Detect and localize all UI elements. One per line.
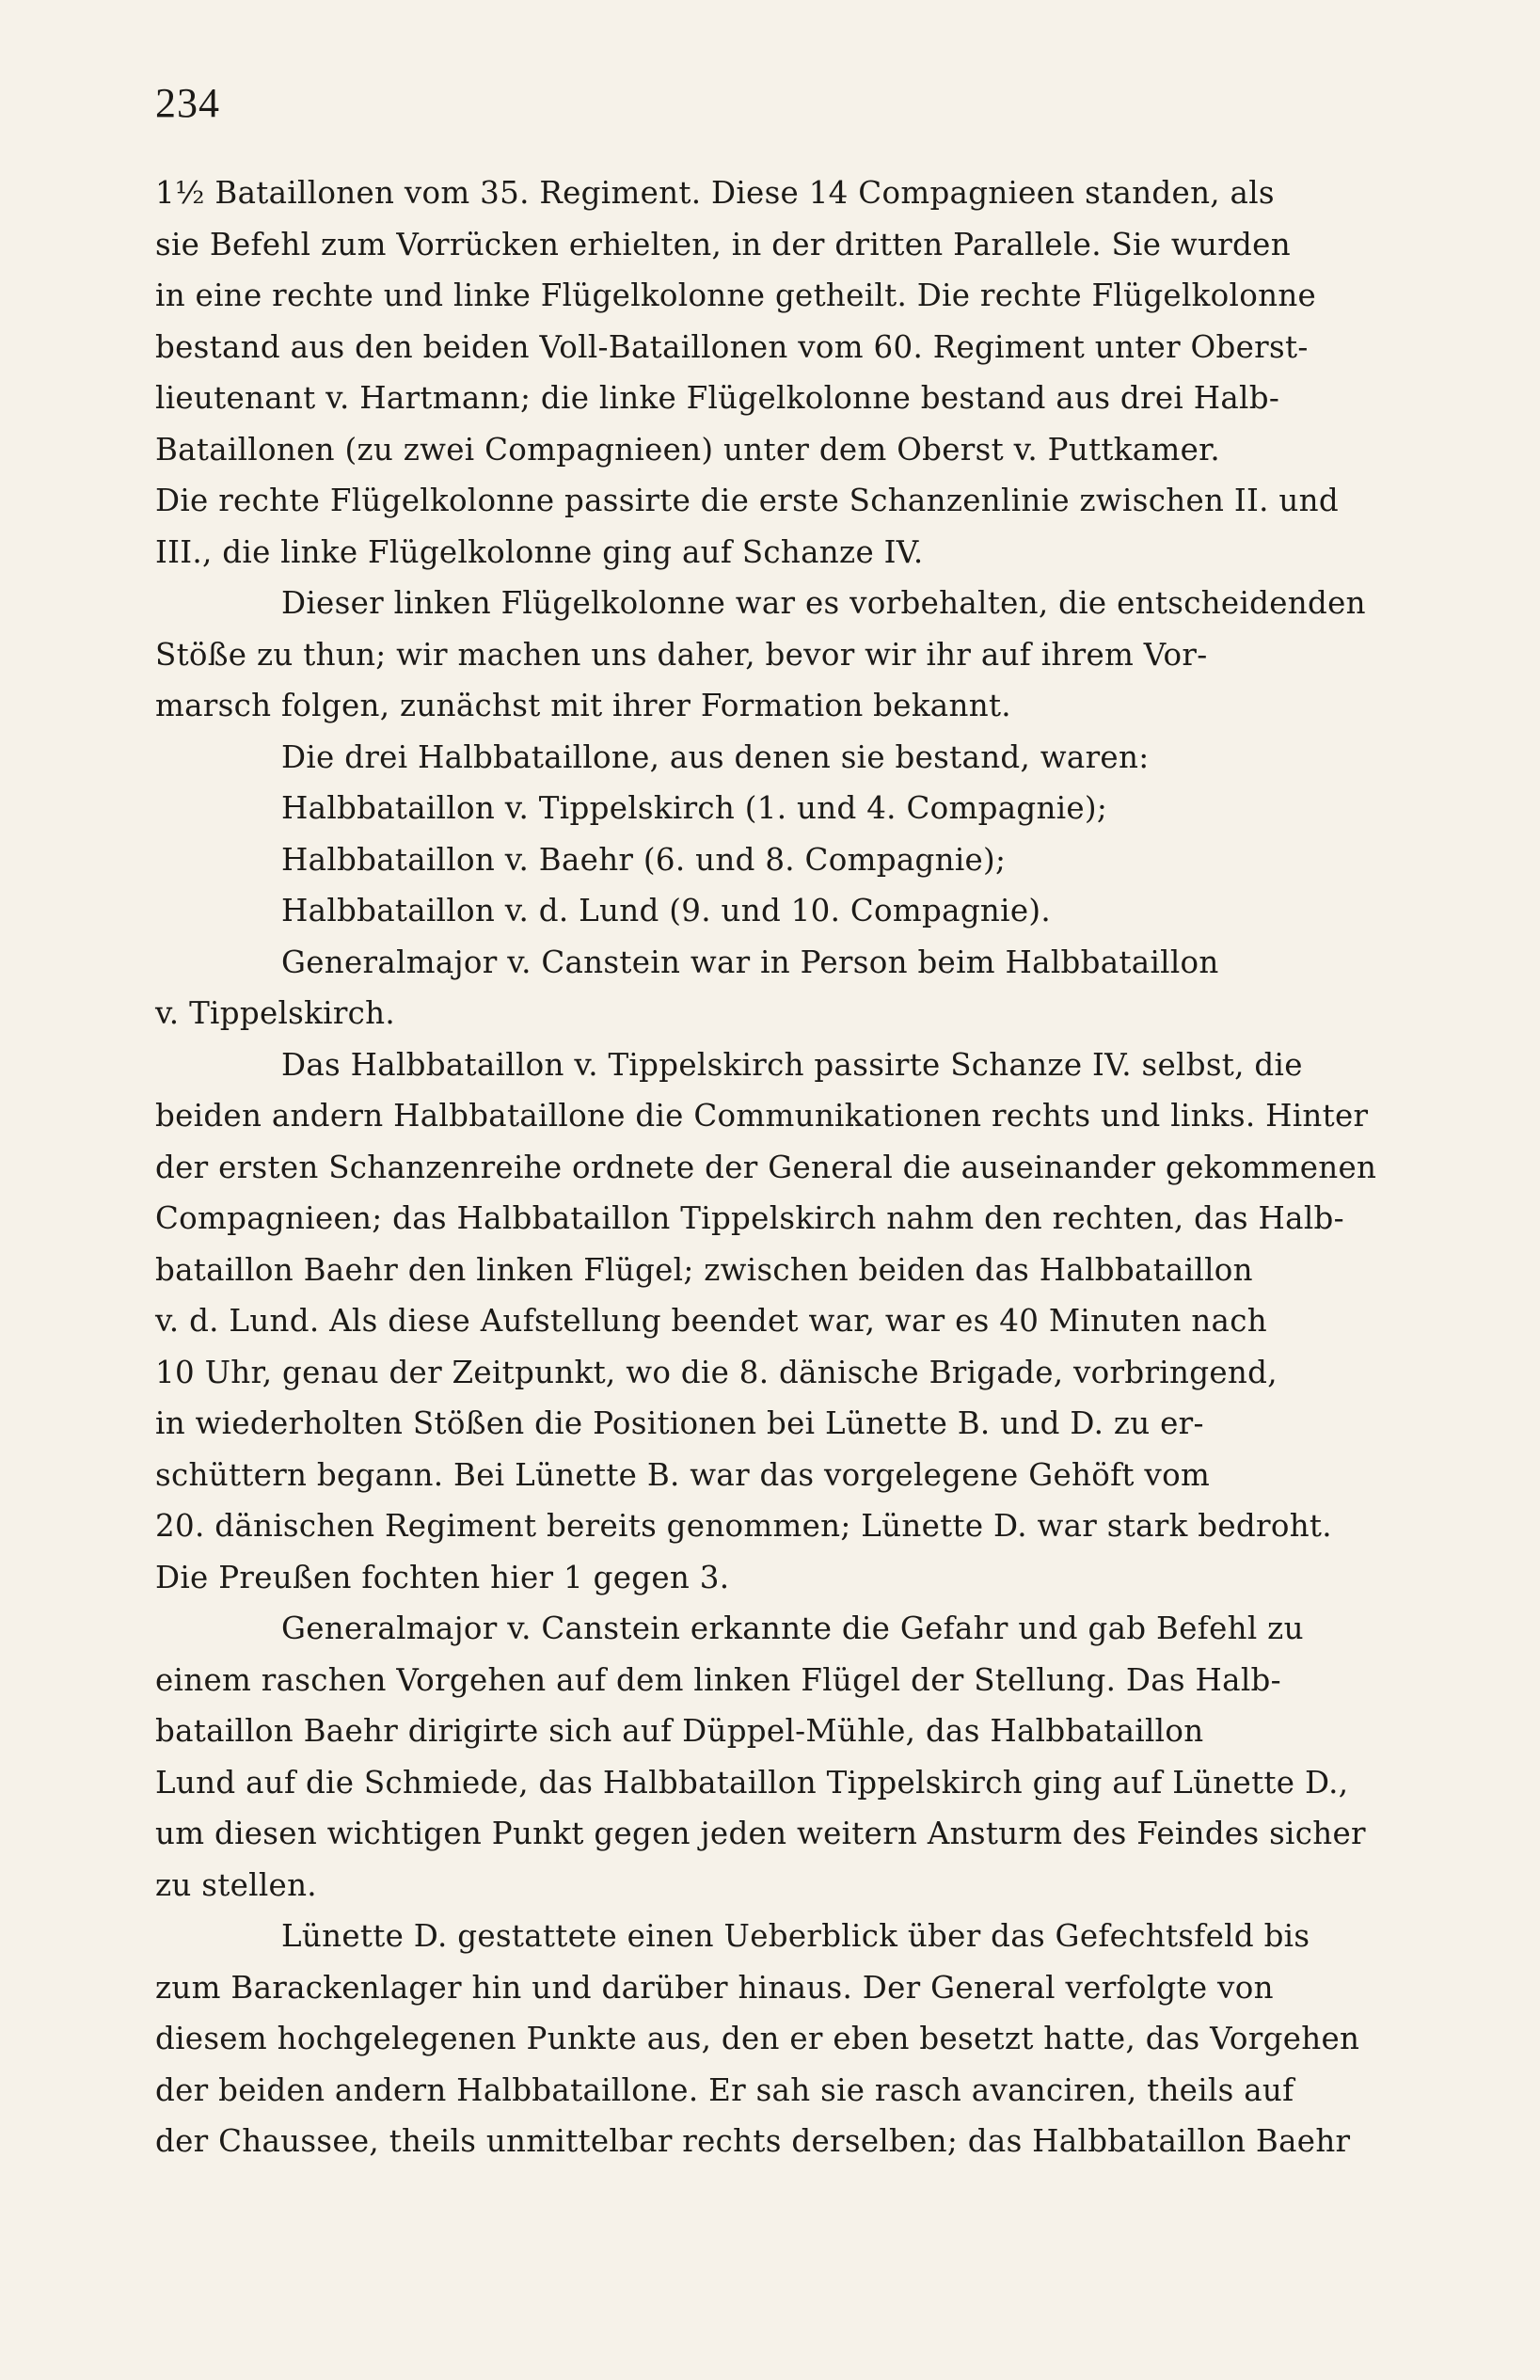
text-line: v. d. Lund. Als diese Aufstellung beendet war, war es 40 Minuten nach (155, 1303, 1267, 1339)
text-line: bataillon Baehr dirigirte sich auf Düppel-Mühle, das Halbbataillon (155, 1713, 1204, 1749)
paragraph-start: Generalmajor v. Canstein erkannte die Gefahr und gab Befehl zu (281, 1610, 1304, 1646)
text-line: um diesen wichtigen Punkt gegen jeden weitern Ansturm des Feindes sicher (155, 1816, 1366, 1851)
text-line: Stöße zu thun; wir machen uns daher, bevor wir ihr auf ihrem Vor- (155, 636, 1208, 673)
text-line: Bataillonen (zu zwei Compagnieen) unter dem Oberst v. Puttkamer. (155, 431, 1221, 468)
text-line: der beiden andern Halbbataillone. Er sah sie rasch avanciren, theils auf (155, 2071, 1294, 2108)
text-line: bestand aus den beiden Voll-Bataillonen vom 60. Regiment unter Oberst- (155, 328, 1309, 365)
text-line: marsch folgen, zunächst mit ihrer Formation bekannt. (155, 688, 1011, 723)
paragraph-start: Die drei Halbbataillone, aus denen sie bestand, waren: (281, 738, 1150, 775)
paragraph-start: Das Halbbataillon v. Tippelskirch passirte Schanze IV. selbst, die (281, 1046, 1303, 1083)
text-line: der Chaussee, theils unmittelbar rechts derselben; das Halbbataillon Baehr (155, 2123, 1351, 2159)
text-line: einem raschen Vorgehen auf dem linken Flügel der Stellung. Das Halb- (155, 1661, 1281, 1698)
text-line: schüttern begann. Bei Lünette B. war das vorgelegene Gehöft vom (155, 1456, 1211, 1493)
text-line: in wiederholten Stößen die Positionen bei Lünette B. und D. zu er- (155, 1405, 1204, 1441)
text-line: der ersten Schanzenreihe ordnete der General die auseinander gekommenen (155, 1149, 1377, 1185)
paragraph-start: Dieser linken Flügelkolonne war es vorbehalten, die entscheidenden (281, 585, 1366, 621)
list-item: Halbbataillon v. Baehr (6. und 8. Compagnie); (281, 841, 1007, 878)
text-line: beiden andern Halbbataillone die Communikationen rechts und links. Hinter (155, 1098, 1369, 1134)
text-line: 1½ Bataillonen vom 35. Regiment. Diese 14 Compagnieen standen, als (155, 175, 1275, 211)
text-line: Lund auf die Schmiede, das Halbbataillon Tippelskirch ging auf Lünette D., (155, 1764, 1349, 1801)
text-line: III., die linke Flügelkolonne ging auf Schanze IV. (155, 533, 924, 570)
paragraph-start: Lünette D. gestattete einen Ueberblick über das Gefechtsfeld bis (281, 1918, 1310, 1954)
text-line: lieutenant v. Hartmann; die linke Flügelkolonne bestand aus drei Halb- (155, 380, 1280, 416)
text-line: Die rechte Flügelkolonne passirte die erste Schanzenlinie zwischen II. und (155, 483, 1339, 518)
text-line: diesem hochgelegenen Punkte aus, den er eben besetzt hatte, das Vorgehen (155, 2021, 1360, 2056)
page-number: 234 (155, 80, 220, 126)
text-line: sie Befehl zum Vorrücken erhielten, in der dritten Parallele. Sie wurden (155, 226, 1291, 262)
text-line: bataillon Baehr den linken Flügel; zwischen beiden das Halbbataillon (155, 1251, 1253, 1288)
text-line: Compagnieen; das Halbbataillon Tippelskirch nahm den rechten, das Halb- (155, 1200, 1344, 1236)
text-line: 10 Uhr, genau der Zeitpunkt, wo die 8. dänische Brigade, vorbringend, (155, 1354, 1278, 1390)
list-item: Halbbataillon v. Tippelskirch (1. und 4. Compagnie); (281, 790, 1108, 826)
text-line: zum Barackenlager hin und darüber hinaus. Der General verfolgte von (155, 1969, 1274, 2006)
text-line: in eine rechte und linke Flügelkolonne getheilt. Die rechte Flügelkolonne (155, 278, 1317, 313)
paragraph-start: Generalmajor v. Canstein war in Person beim Halbbataillon (281, 944, 1219, 980)
text-line: Die Preußen fochten hier 1 gegen 3. (155, 1559, 730, 1595)
text-line: v. Tippelskirch. (155, 995, 396, 1031)
body-text (155, 167, 1404, 2167)
text-line: zu stellen. (155, 1866, 317, 1903)
text-line: 20. dänischen Regiment bereits genommen; Lünette D. war stark bedroht. (155, 1508, 1332, 1544)
list-item: Halbbataillon v. d. Lund (9. und 10. Compagnie). (281, 893, 1051, 928)
